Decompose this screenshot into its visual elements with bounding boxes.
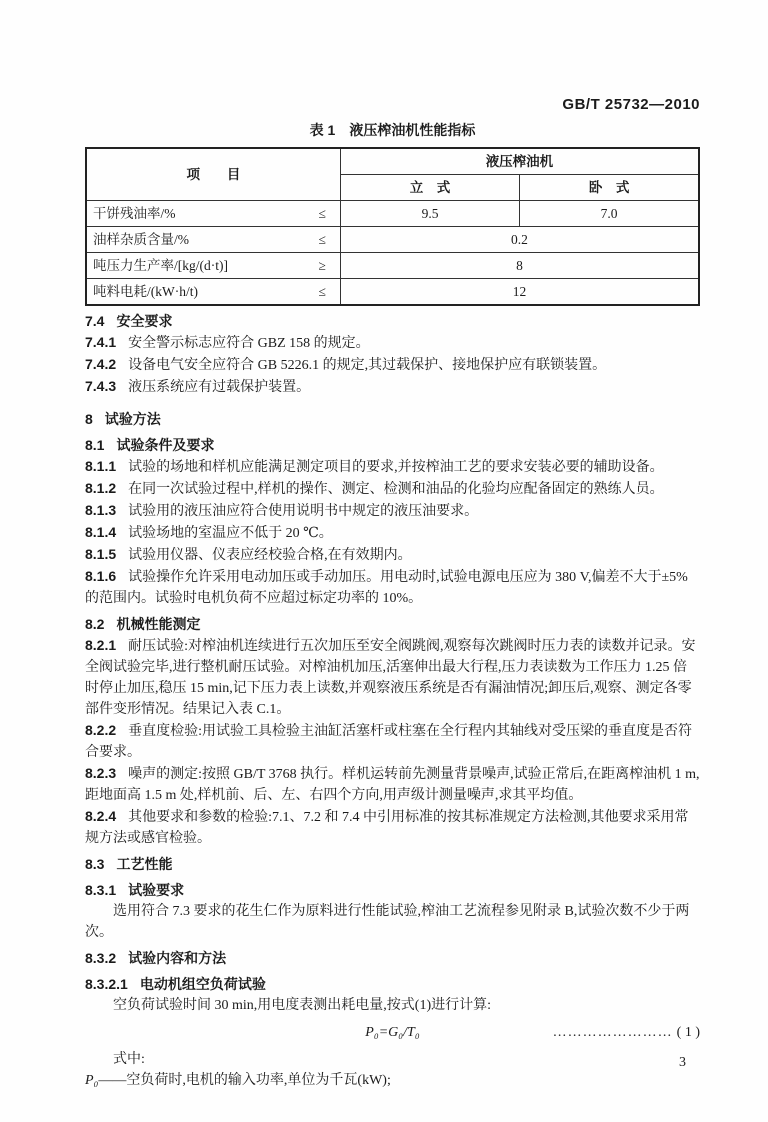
formula-leader-dots: ……………………: [552, 1025, 673, 1040]
row-label: 吨料电耗/(kW·h/t): [93, 284, 198, 299]
table-header-vertical: 立 式: [340, 175, 519, 201]
body-8-3-1: [85, 901, 700, 943]
heading-8-2: [85, 614, 700, 635]
symbol-text: 空负荷时,电机的输入功率,单位为千瓦(kW);: [126, 1073, 391, 1088]
row-operator: ≤: [318, 284, 326, 299]
page-number: 3: [679, 1055, 686, 1070]
row-label: 吨压力生产率/[kg/(d·t)]: [93, 258, 228, 273]
clause-number: 8.1: [85, 437, 105, 453]
row-value: 12: [340, 279, 699, 306]
clause-8-1-3: [85, 500, 700, 522]
body-text: 空负荷试验时间 30 min,用电度表测出耗电量,按式(1)进行计算:: [113, 998, 491, 1013]
row-value-horizontal: 7.0: [520, 201, 699, 227]
body-8-3-2-1: [85, 995, 700, 1016]
table-row-energy: [86, 279, 699, 306]
clause-text: 噪声的测定:按照 GB/T 3768 执行。样机运转前先测量背景噪声,试验正常后,在距离榨油机 1 m,距地面高 1.5 m 处,样机前、后、左、右四个方向,用声级计测量噪声,求其平均值。: [85, 767, 700, 803]
row-label: 干饼残油率/%: [93, 206, 176, 221]
clause-number: 7.4: [85, 313, 105, 329]
clause-text: 其他要求和参数的检验:7.1、7.2 和 7.4 中引用标准的按其标准规定方法检测,其他要求采用常规方法或感官检验。: [85, 810, 689, 846]
clause-number: 8.2.1: [85, 637, 117, 653]
table-header-row-1: [86, 148, 699, 175]
clause-number: 8.1.6: [85, 568, 117, 584]
row-label-cell: [86, 227, 340, 253]
clause-text: 液压系统应有过载保护装置。: [128, 380, 311, 395]
clause-number: 8.3.2.1: [85, 976, 128, 992]
formula-right-group: [420, 1022, 700, 1043]
clause-number: 7.4.3: [85, 378, 117, 394]
clause-text: 试验场地的室温应不低于 20 ℃。: [128, 526, 333, 541]
clause-number: 8.2.3: [85, 765, 117, 781]
standard-number: GB/T 25732—2010: [562, 96, 700, 113]
clause-number: 7.4.2: [85, 356, 117, 372]
row-value: 8: [340, 253, 699, 279]
clause-8-1-5: [85, 544, 700, 566]
clause-number: 8.1.5: [85, 546, 117, 562]
clause-8-1-2: [85, 478, 700, 500]
table-row-residual-oil: [86, 201, 699, 227]
symbol-definition: [85, 1070, 700, 1091]
clause-number: 8.1.4: [85, 524, 117, 540]
row-value-vertical: 9.5: [340, 201, 519, 227]
heading-text: 机械性能测定: [116, 616, 201, 632]
clause-7-4-2: [85, 354, 700, 376]
heading-8-1: [85, 435, 700, 456]
clause-8-2-3: [85, 763, 700, 806]
row-label: 油样杂质含量/%: [93, 232, 189, 247]
where-text: 式中:: [113, 1052, 145, 1067]
formula-number: ( 1 ): [676, 1025, 700, 1040]
clause-8-2-2: [85, 720, 700, 763]
symbol-dash: ——: [98, 1073, 127, 1088]
clause-number: 8.1.1: [85, 458, 117, 474]
clause-text: 试验用的液压油应符合使用说明书中规定的液压油要求。: [128, 504, 479, 519]
row-operator: ≤: [318, 206, 326, 221]
row-label-cell: [86, 279, 340, 306]
clause-text: 垂直度检验:用试验工具检验主油缸活塞杆或柱塞在全行程内其轴线对受压梁的垂直度是否符合要求。: [85, 724, 693, 760]
clause-number: 8.2.2: [85, 722, 117, 738]
table-row-productivity: [86, 253, 699, 279]
clause-number: 8.3: [85, 856, 105, 872]
table-caption: 表 1 液压榨油机性能指标: [309, 122, 476, 138]
row-value: 0.2: [340, 227, 699, 253]
clause-number: 8.1.3: [85, 502, 117, 518]
clause-number: 8.3.2: [85, 950, 117, 966]
clause-number: 8.2.4: [85, 808, 117, 824]
heading-text: 电动机组空负荷试验: [139, 976, 266, 992]
body-text: 选用符合 7.3 要求的花生仁作为原料进行性能试验,榨油工艺流程参见附录 B,试验次数不少于两次。: [85, 904, 690, 940]
clause-text: 试验用仪器、仪表应经校验合格,在有效期内。: [128, 548, 412, 563]
row-label-cell: [86, 201, 340, 227]
table-header-horizontal: 卧 式: [520, 175, 699, 201]
clause-7-4-3: [85, 376, 700, 398]
row-operator: ≥: [318, 258, 326, 273]
heading-8-3-1: [85, 880, 700, 901]
where-label: [85, 1049, 700, 1070]
table-header-item: 项 目: [86, 148, 340, 201]
formula-line-1: [85, 1022, 700, 1043]
clause-8-1-1: [85, 456, 700, 478]
heading-text: 试验要求: [128, 882, 185, 898]
heading-text: 试验条件及要求: [116, 437, 215, 453]
row-operator: ≤: [318, 232, 326, 247]
clause-number: 8.1.2: [85, 480, 117, 496]
symbol-term: P₀: [85, 1073, 99, 1088]
clause-text: 试验的场地和样机应能满足测定项目的要求,并按榨油工艺的要求安装必要的辅助设备。: [128, 460, 664, 475]
clause-8-2-1: [85, 635, 700, 720]
heading-text: 试验方法: [104, 411, 161, 427]
clause-8-1-6: [85, 566, 700, 609]
heading-text: 工艺性能: [116, 856, 173, 872]
clause-number: 8.3.1: [85, 882, 117, 898]
heading-text: 试验内容和方法: [128, 950, 227, 966]
clause-text: 试验操作允许采用电动加压或手动加压。用电动时,试验电源电压应为 380 V,偏差不大于±5%的范围内。试验时电机负荷不应超过标定功率的 10%。: [85, 570, 688, 606]
clause-text: 安全警示标志应符合 GBZ 158 的规定。: [128, 336, 370, 351]
heading-7-4: [85, 311, 700, 332]
row-label-cell: [86, 253, 340, 279]
clause-8-1-4: [85, 522, 700, 544]
clause-text: 在同一次试验过程中,样机的操作、测定、检测和油品的化验均应配备固定的熟练人员。: [128, 482, 664, 497]
heading-text: 安全要求: [116, 313, 173, 329]
heading-8-3-2: [85, 948, 700, 969]
clause-number: 7.4.1: [85, 334, 117, 350]
clause-text: 耐压试验:对榨油机连续进行五次加压至安全阀跳阀,观察每次跳阀时压力表的读数并记录。安全阀试验完毕,进行整机耐压试验。对榨油机加压,活塞伸出最大行程,压力表读数为工作压力 1.25 倍时停止加压,稳压 15 min,记下压力表上读数,并观察液压系统是否有漏油情况;卸压后,观察、测定各零部件变形情况。结果记入表 C.1。: [85, 639, 696, 717]
clause-7-4-1: [85, 332, 700, 354]
clause-8-2-4: [85, 806, 700, 849]
table-row-impurity: [86, 227, 699, 253]
table-header-group: 液压榨油机: [340, 148, 699, 175]
performance-table: [85, 147, 700, 306]
heading-8: [85, 409, 700, 430]
heading-8-3-2-1: [85, 974, 700, 995]
clause-number: 8: [85, 411, 93, 427]
clause-text: 设备电气安全应符合 GB 5226.1 的规定,其过载保护、接地保护应有联锁装置。: [128, 358, 607, 373]
clause-number: 8.2: [85, 616, 105, 632]
formula-expression: P₀=G₀/T₀: [365, 1025, 420, 1040]
heading-8-3: [85, 854, 700, 875]
